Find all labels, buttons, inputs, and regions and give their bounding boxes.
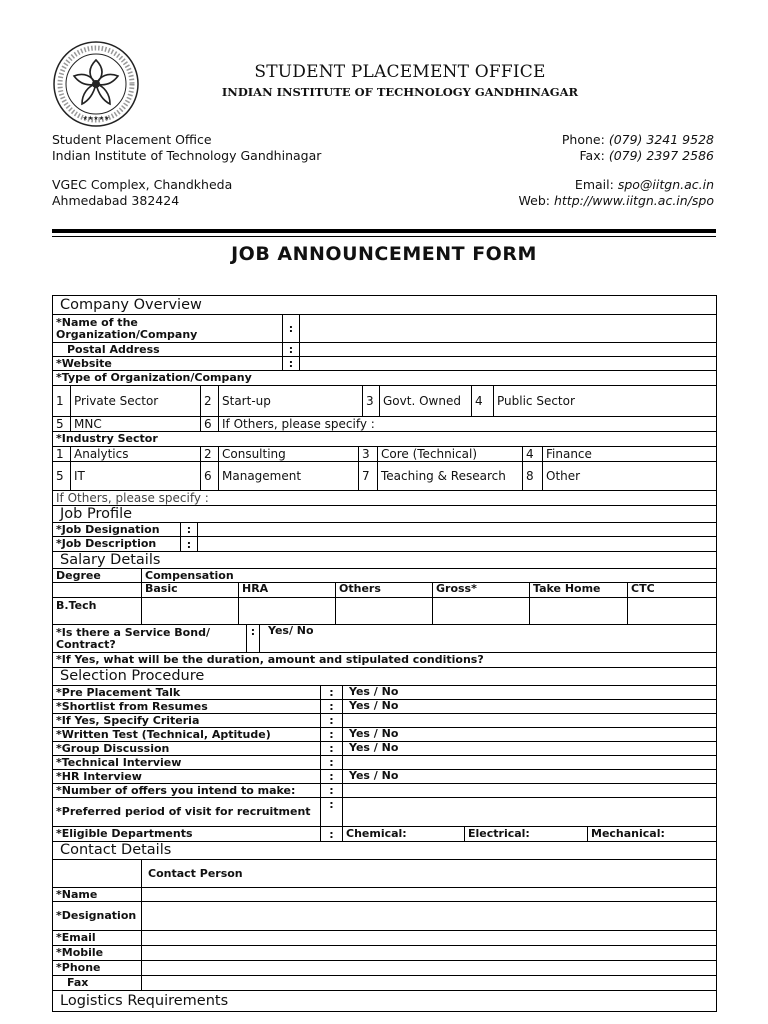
email-label: Email: (574, 177, 614, 192)
contact-email-label: *Email (53, 931, 142, 945)
col-basic: Basic (142, 583, 239, 597)
colon: : (321, 728, 343, 741)
job-description-field[interactable] (198, 537, 716, 551)
selection-item-label: *Written Test (Technical, Aptitude) (53, 728, 321, 741)
contact-mobile-field[interactable] (142, 946, 716, 960)
selection-item-value[interactable] (343, 784, 716, 797)
degree-btech: B.Tech (53, 598, 142, 624)
section-job-profile: Job Profile (60, 506, 133, 522)
colon: : (321, 700, 343, 713)
option-number: 4 (523, 447, 543, 461)
selection-item-value[interactable] (343, 798, 716, 826)
degree-header-cont (53, 583, 142, 597)
selection-item-label: *Group Discussion (53, 742, 321, 755)
form-title: JOB ANNOUNCEMENT FORM (231, 243, 537, 265)
colon: : (181, 537, 198, 551)
col-hra: HRA (239, 583, 336, 597)
email-line (519, 177, 714, 193)
option-number: 5 (53, 462, 71, 490)
selection-item-label: *If Yes, Specify Criteria (53, 714, 321, 727)
selection-row (53, 714, 716, 728)
department-chemical[interactable]: Chemical: (343, 827, 465, 841)
colon: : (321, 827, 343, 841)
selection-item-label: *Preferred period of visit for recruitment (53, 798, 321, 826)
org-name-field[interactable] (300, 315, 716, 342)
fax-value: (079) 2397 2586 (608, 147, 714, 163)
selection-item-label: *Pre Placement Talk (53, 686, 321, 699)
contact-name-field[interactable] (142, 888, 716, 901)
option-number: 8 (523, 462, 543, 490)
selection-item-label: *Technical Interview (53, 756, 321, 769)
contact-phone-field[interactable] (142, 961, 716, 975)
industry-option[interactable]: Analytics (71, 447, 201, 461)
option-number: 4 (472, 386, 494, 416)
hra-field[interactable] (239, 598, 336, 624)
option-number: 1 (53, 447, 71, 461)
colon: : (321, 756, 343, 769)
svg-text:★★★★★: ★★★★★ (82, 115, 110, 122)
degree-header: Degree (53, 569, 142, 582)
contact-header-blank (53, 860, 142, 887)
phone-fax-block (562, 132, 714, 163)
colon: : (321, 686, 343, 699)
bond-conditions-label[interactable]: *If Yes, what will be the duration, amount and stipulated conditions? (56, 653, 484, 666)
org-type-option[interactable]: Public Sector (497, 393, 575, 408)
col-gross: Gross* (433, 583, 530, 597)
address-line: Student Placement Office (52, 132, 212, 147)
contact-person-header: Contact Person (148, 866, 243, 880)
department-mechanical[interactable]: Mechanical: (591, 827, 665, 840)
postal-address-field[interactable] (300, 343, 716, 356)
contact-phone-label: *Phone (53, 961, 142, 975)
option-number: 3 (359, 447, 378, 461)
org-type-option[interactable]: Govt. Owned (380, 386, 472, 416)
job-designation-label: *Job Designation (53, 523, 181, 536)
email-link[interactable]: spo@iitgn.ac.in (617, 177, 714, 192)
selection-item-label: *Number of offers you intend to make: (53, 784, 321, 797)
selection-row (53, 742, 716, 756)
office-title: STUDENT PLACEMENT OFFICE (254, 62, 546, 82)
gross-field[interactable] (433, 598, 530, 624)
job-description-label: *Job Description (53, 537, 181, 551)
option-number: 7 (359, 462, 378, 490)
contact-mobile-label: *Mobile (53, 946, 142, 960)
eligible-departments-label: *Eligible Departments (53, 827, 321, 841)
divider-thick (52, 229, 716, 233)
industry-option[interactable]: Teaching & Research (378, 462, 523, 490)
selection-row (53, 700, 716, 714)
department-electrical[interactable]: Electrical: (465, 827, 588, 841)
industry-sector-label: *Industry Sector (56, 432, 158, 445)
selection-row (53, 784, 716, 798)
col-others: Others (336, 583, 433, 597)
selection-row (53, 686, 716, 700)
section-company-overview: Company Overview (60, 296, 202, 313)
institute-name: INDIAN INSTITUTE OF TECHNOLOGY GANDHINAGAR (221, 85, 579, 99)
colon: : (283, 315, 300, 342)
colon: : (321, 784, 343, 797)
phone-value: (079) 3241 9528 (608, 132, 714, 147)
industry-option[interactable]: Core (Technical) (378, 447, 523, 461)
take-home-field[interactable] (530, 598, 628, 624)
colon: : (181, 523, 198, 536)
contact-email-field[interactable] (142, 931, 716, 945)
institute-seal-icon (52, 40, 140, 128)
address-line: VGEC Complex, Chandkheda (52, 177, 233, 192)
postal-address-label: Postal Address (53, 343, 283, 356)
web-label: Web: (518, 192, 550, 208)
org-name-label: *Name of the Organization/Company (53, 315, 283, 342)
option-number: 6 (201, 462, 219, 490)
option-number: 2 (201, 447, 219, 461)
selection-item-value[interactable]: Yes / No (349, 742, 399, 754)
email-web-block (519, 177, 714, 208)
contact-designation-label: *Designation (53, 902, 142, 930)
section-logistics-requirements: Logistics Requirements (60, 992, 229, 1009)
industry-option[interactable]: Finance (546, 447, 592, 461)
selection-item-value[interactable]: Yes / No (349, 770, 399, 782)
industry-other-field[interactable]: If Others, please specify : (56, 491, 209, 505)
contact-fax-label: Fax (53, 976, 142, 990)
selection-item-value[interactable]: Yes / No (349, 700, 399, 712)
option-number: 5 (53, 417, 71, 431)
industry-option[interactable]: IT (71, 462, 201, 490)
ctc-field[interactable] (628, 598, 716, 624)
selection-row (53, 798, 716, 827)
job-designation-field[interactable] (198, 523, 716, 536)
selection-item-value[interactable]: Yes / No (349, 686, 399, 698)
org-type-option[interactable]: Start-up (219, 386, 363, 416)
industry-option[interactable]: Management (219, 462, 359, 490)
job-announcement-form (52, 295, 717, 1012)
selection-row (53, 770, 716, 784)
option-number: 2 (201, 386, 219, 416)
basic-field[interactable] (142, 598, 239, 624)
colon: : (321, 714, 343, 727)
section-salary-details: Salary Details (60, 552, 161, 568)
colon: : (283, 357, 300, 370)
colon: : (321, 770, 343, 783)
industry-option[interactable]: Consulting (219, 447, 359, 461)
colon: : (321, 798, 343, 826)
option-number: 6 (201, 417, 219, 431)
address-line: Indian Institute of Technology Gandhinagar (52, 147, 322, 163)
divider-thin (52, 236, 716, 237)
selection-item-label: *HR Interview (53, 770, 321, 783)
section-selection-procedure: Selection Procedure (60, 668, 205, 684)
phone-label: Phone: (561, 132, 605, 147)
contact-fax-field[interactable] (142, 976, 716, 990)
fax-label: Fax: (579, 147, 605, 163)
org-type-label: *Type of Organization/Company (56, 371, 252, 384)
colon: : (283, 343, 300, 356)
service-bond-label: *Is there a Service Bond/ Contract? (53, 625, 247, 652)
selection-item-value[interactable] (343, 714, 716, 727)
selection-item-label: *Shortlist from Resumes (53, 700, 321, 713)
option-number: 1 (53, 386, 71, 416)
fax-line (562, 148, 714, 164)
selection-item-value[interactable] (343, 756, 716, 769)
industry-option[interactable]: Other (546, 468, 581, 483)
colon: : (247, 625, 260, 652)
org-type-option[interactable]: MNC (71, 417, 201, 431)
website-label: *Website (53, 357, 283, 370)
colon: : (321, 742, 343, 755)
phone-line (562, 132, 714, 148)
web-line (519, 193, 714, 209)
compensation-header: Compensation (145, 569, 234, 582)
contact-name-label: *Name (53, 888, 142, 901)
option-number: 3 (363, 386, 380, 416)
address-block-2 (52, 177, 232, 208)
selection-item-value[interactable]: Yes / No (349, 728, 399, 740)
org-type-option[interactable]: Private Sector (71, 386, 201, 416)
address-block-1 (52, 132, 321, 163)
others-field[interactable] (336, 598, 433, 624)
web-link[interactable]: http://www.iitgn.ac.in/spo (553, 192, 714, 208)
selection-row (53, 728, 716, 742)
contact-designation-field[interactable] (142, 902, 716, 930)
col-ctc: CTC (631, 583, 655, 595)
service-bond-choice[interactable]: Yes/ No (268, 625, 314, 637)
col-take-home: Take Home (530, 583, 628, 597)
selection-row (53, 756, 716, 770)
org-type-other-field[interactable]: If Others, please specify : (222, 417, 375, 431)
section-contact-details: Contact Details (60, 842, 172, 858)
address-line: Ahmedabad 382424 (52, 192, 180, 208)
website-field[interactable] (300, 357, 716, 370)
